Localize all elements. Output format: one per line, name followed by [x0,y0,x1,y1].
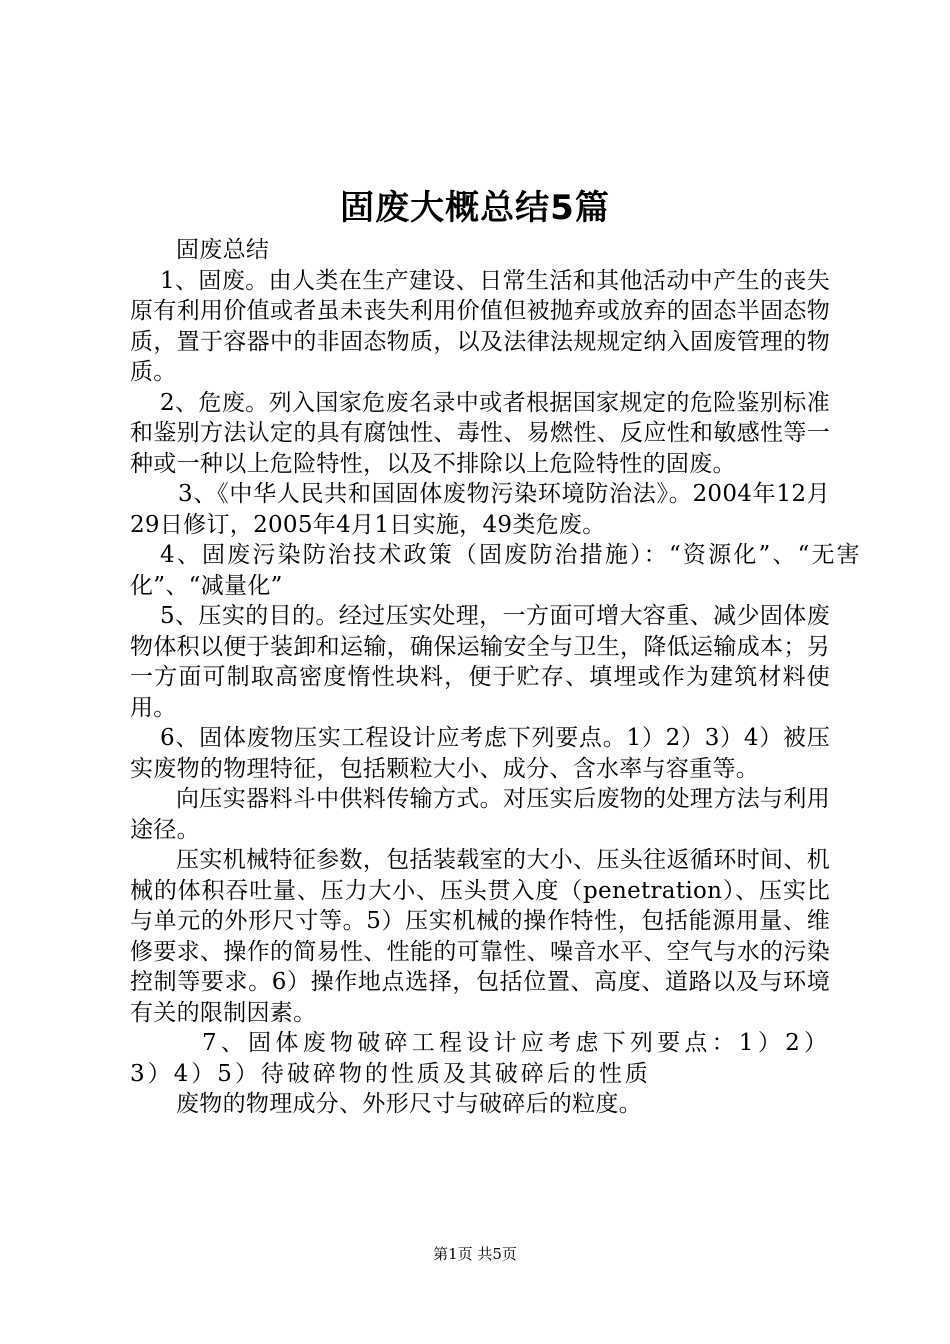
document-title: 固废大概总结5篇 [340,188,610,228]
page-number: 第1页 共5页 [433,1245,517,1263]
paragraph-2: 2、危废。列入国家危废名录中或者根据国家规定的危险鉴别标准和鉴别方法认定的具有腐蚀性、毒性、易燃性、反应性和敏感性等一种或一种以上危险特性，以及不排除以上危险特性的固废。 [130,389,830,477]
document-body [130,235,860,1120]
paragraph-4: 4、固废污染防治技术政策（固废防治措施）：“资源化”、“无害化”、“减量化” [130,542,860,599]
paragraph-6: 6、固体废物压实工程设计应考虑下列要点。1）2）3）4）被压实废物的物理特征，包括颗粒大小、成分、含水率与容重等。 [130,725,830,782]
paragraph-7: 向压实器料斗中供料传输方式。对压实后废物的处理方法与利用途径。 [130,786,830,843]
paragraph-8: 压实机械特征参数，包括装载室的大小、压头往返循环时间、机械的体积吞吐量、压力大小、压头贯入度（penetration）、压实比与单元的外形尺寸等。5）压实机械的操作特性，包括能源用量、维修要求、操作的简易性、性能的可靠性、噪音水平、空气与水的污染控制等要求。6）操作地点选择，包括位置、高度、道路以及与环境有关的限制因素。 [130,847,830,1026]
paragraph-10: 废物的物理成分、外形尺寸与破碎后的粒度。 [176,1091,642,1117]
paragraph-3: 3、《中华人民共和国固体废物污染环境防治法》。2004年12月29日修订，2005年4月1日实施，49类危废。 [130,481,830,538]
section-heading: 固废总结 [176,237,270,263]
paragraph-5: 5、压实的目的。经过压实处理，一方面可增大容重、减少固体废物体积以便于装卸和运输，确保运输安全与卫生，降低运输成本；另一方面可制取高密度惰性块料，便于贮存、填埋或作为建筑材料使用。 [130,603,830,721]
paragraph-1: 1、固废。由人类在生产建设、日常生活和其他活动中产生的丧失原有利用价值或者虽未丧失利用价值但被抛弃或放弃的固态半固态物质，置于容器中的非固态物质，以及法律法规规定纳入固废管理的物质。 [130,267,830,385]
paragraph-9: 7、固体废物破碎工程设计应考虑下列要点：1）2）3）4）5）待破碎物的性质及其破碎后的性质 [130,1030,830,1087]
